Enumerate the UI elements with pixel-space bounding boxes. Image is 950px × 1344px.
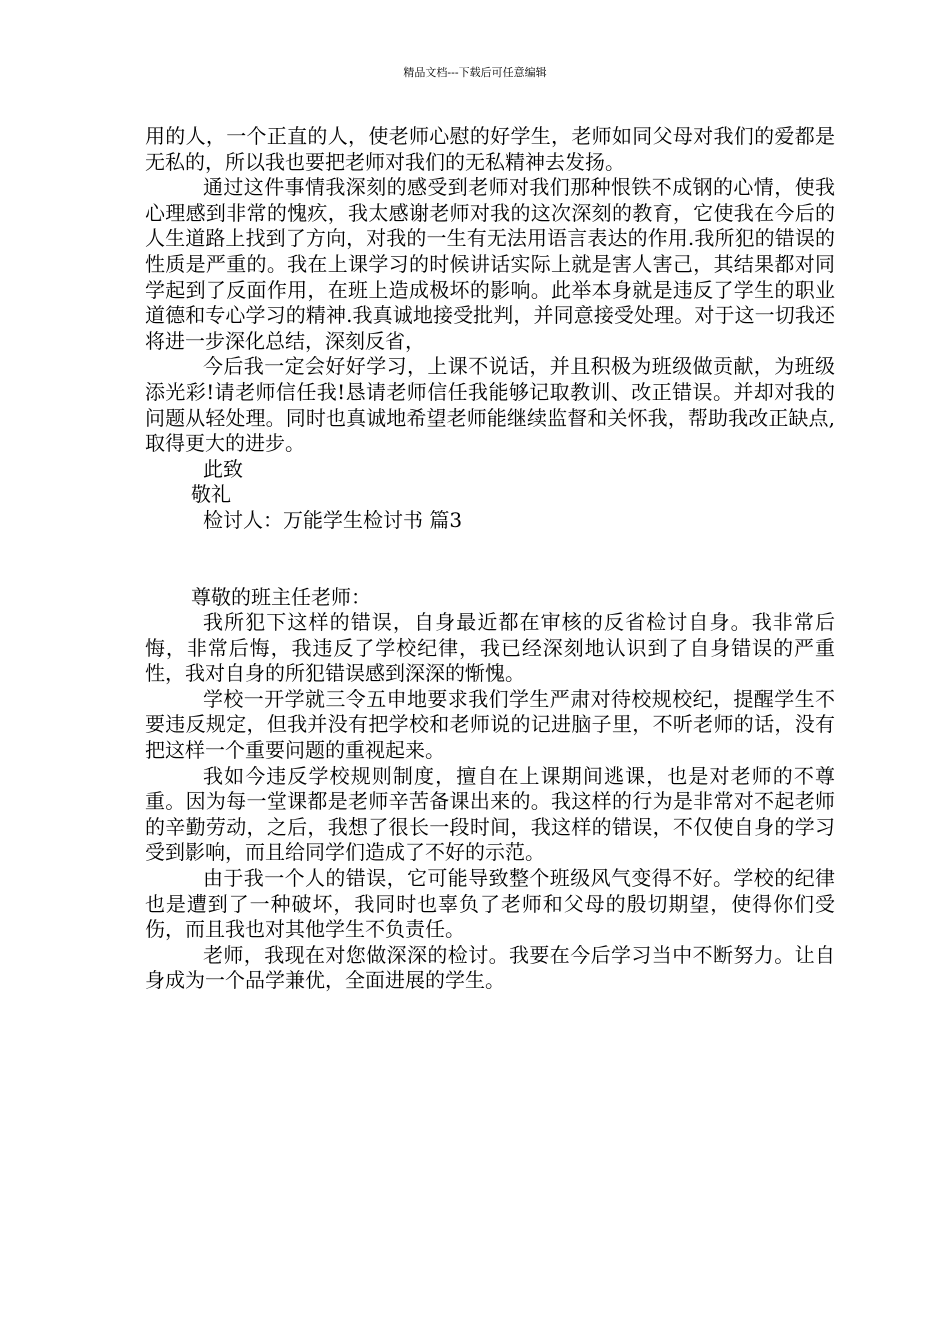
closing-line: 此致	[203, 456, 243, 481]
paragraph: 老师，我现在对您做深深的检讨。我要在今后学习当中不断努力。让自身成为一个品学兼优，全面进展的学生。	[145, 942, 835, 993]
salutation: 尊敬的班主任老师：	[191, 584, 371, 609]
paragraph: 我如今违反学校规则制度，擅自在上课期间逃课，也是对老师的不尊重。因为每一堂课都是老师辛苦备课出来的。我这样的行为是非常对不起老师的辛勤劳动，之后，我想了很长一段时间，我这样的错误，不仅使自身的学习受到影响，而且给同学们造成了不好的示范。	[145, 763, 835, 865]
document-body	[145, 124, 835, 994]
section-gap	[145, 534, 835, 585]
page-header: 精品文档---下载后可任意编辑	[403, 66, 547, 79]
paragraph: 学校一开学就三令五申地要求我们学生严肃对待校规校纪，提醒学生不要违反规定，但我并没有把学校和老师说的记进脑子里，不听老师的话，没有把这样一个重要问题的重视起来。	[145, 686, 835, 763]
paragraph: 用的人，一个正直的人，使老师心慰的好学生，老师如同父母对我们的爱都是无私的，所以我也要把老师对我们的无私精神去发扬。	[145, 124, 835, 174]
signature-line: 检讨人：万能学生检讨书 篇3	[203, 507, 463, 532]
paragraph: 由于我一个人的错误，它可能导致整个班级风气变得不好。学校的纪律也是遭到了一种破坏，我同时也辜负了老师和父母的殷切期望，使得你们受伤，而且我也对其他学生不负责任。	[145, 866, 835, 942]
paragraph: 通过这件事情我深刻的感受到老师对我们那种恨铁不成钢的心情，使我心理感到非常的愧疚，我太感谢老师对我的这次深刻的教育，它使我在今后的人生道路上找到了方向，对我的一生有无法用语言表达的作用.我所犯的错误的性质是严重的。我在上课学习的时候讲话实际上就是害人害己，其结果都对同学起到了反面作用，在班上造成极坏的影响。此举本身就是违反了学生的职业道德和专心学习的精神.我真诚地接受批判，并同意接受处理。对于这一切我还将进一步深化总结，深刻反省，	[145, 175, 835, 353]
closing-line: 敬礼	[191, 482, 231, 507]
paragraph: 我所犯下这样的错误，自身最近都在审核的反省检讨自身。我非常后悔，非常后悔，我违反了学校纪律，我已经深刻地认识到了自身错误的严重性，我对自身的所犯错误感到深深的惭愧。	[145, 610, 835, 686]
paragraph: 今后我一定会好好学习，上课不说话，并且积极为班级做贡献，为班级添光彩!请老师信任我!恳请老师信任我能够记取教训、改正错误。并却对我的问题从轻处理。同时也真诚地希望老师能继续监督和关怀我，帮助我改正缺点,取得更大的进步。	[145, 354, 835, 456]
